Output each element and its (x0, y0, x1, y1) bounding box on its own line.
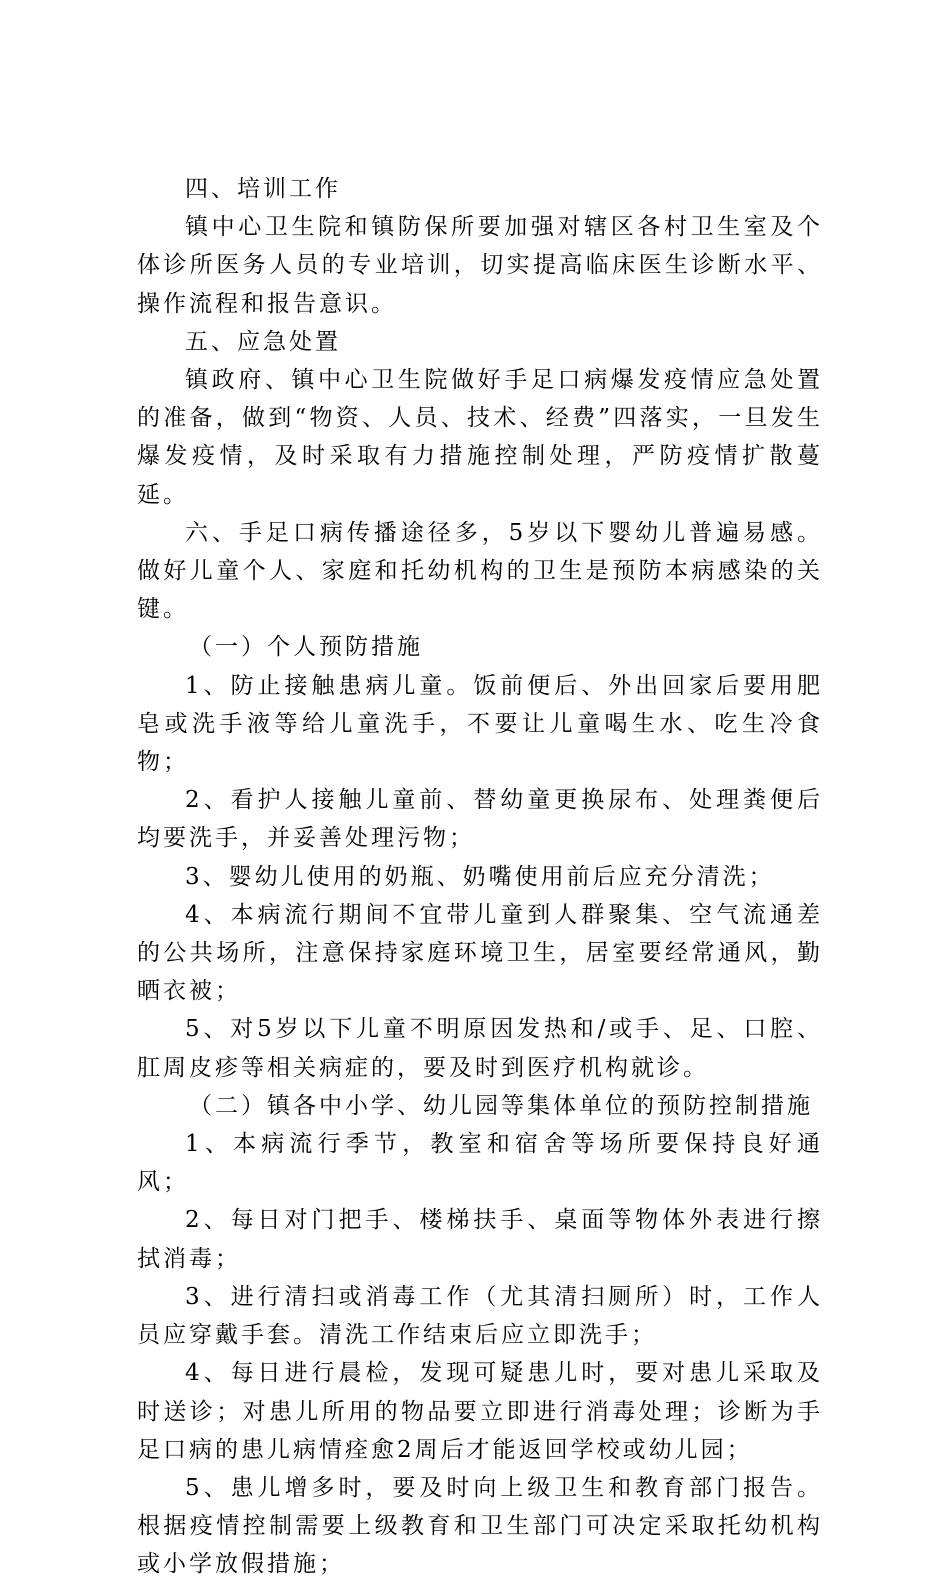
list-item-school-2: 2、每日对门把手、楼梯扶手、桌面等物体外表进行擦拭消毒； (137, 1207, 823, 1272)
list-item-school-4: 4、每日进行晨检，发现可疑患儿时，要对患儿采取及时送诊；对患儿所用的物品要立即进行消毒处理；诊断为手足口病的患儿病情痊愈2周后才能返回学校或幼儿园； (137, 1360, 823, 1463)
list-item-personal-1: 1、防止接触患病儿童。饭前便后、外出回家后要用肥皂或洗手液等给儿童洗手，不要让儿童喝生水、吃生冷食物； (137, 672, 823, 776)
section-heading-emergency: 五、应急处置 (185, 328, 341, 355)
list-item-school-3: 3、进行清扫或消毒工作（尤其清扫厕所）时，工作人员应穿戴手套。清洗工作结束后应立即洗手； (137, 1283, 823, 1349)
paragraph-emergency: 镇政府、镇中心卫生院做好手足口病爆发疫情应急处置的准备，做到“物资、人员、技术、经费”四落实，一旦发生爆发疫情，及时采取有力措施控制处理，严防疫情扩散蔓延。 (137, 367, 823, 508)
list-item-personal-5: 5、对5岁以下儿童不明原因发热和/或手、足、口腔、肛周皮疹等相关病症的，要及时到医疗机构就诊。 (137, 1016, 823, 1081)
list-item-school-1: 1、本病流行季节，教室和宿舍等场所要保持良好通风； (137, 1131, 823, 1196)
list-item-personal-3: 3、婴幼儿使用的奶瓶、奶嘴使用前后应充分清洗； (185, 863, 775, 890)
section-heading-prevention: 六、手足口病传播途径多，5岁以下婴幼儿普遍易感。做好儿童个人、家庭和托幼机构的卫生是预防本病感染的关键。 (137, 519, 823, 623)
section-heading-training: 四、培训工作 (185, 176, 341, 202)
list-item-school-5: 5、患儿增多时，要及时向上级卫生和教育部门报告。根据疫情控制需要上级教育和卫生部门可决定采取托幼机构或小学放假措施； (137, 1474, 823, 1578)
document-body (137, 170, 823, 1584)
subsection-heading-personal: （一）个人预防措施 (189, 634, 423, 661)
paragraph-training: 镇中心卫生院和镇防保所要加强对辖区各村卫生室及个体诊所医务人员的专业培训，切实提高临床医生诊断水平、操作流程和报告意识。 (137, 214, 823, 317)
list-item-personal-2: 2、看护人接触儿童前、替幼童更换尿布、处理粪便后均要洗手，并妥善处理污物； (137, 787, 823, 852)
list-item-personal-4: 4、本病流行期间不宜带儿童到人群聚集、空气流通差的公共场所，注意保持家庭环境卫生，居室要经常通风，勤晒衣被； (137, 901, 823, 1005)
subsection-heading-school: （二）镇各中小学、幼儿园等集体单位的预防控制措施 (189, 1092, 813, 1119)
